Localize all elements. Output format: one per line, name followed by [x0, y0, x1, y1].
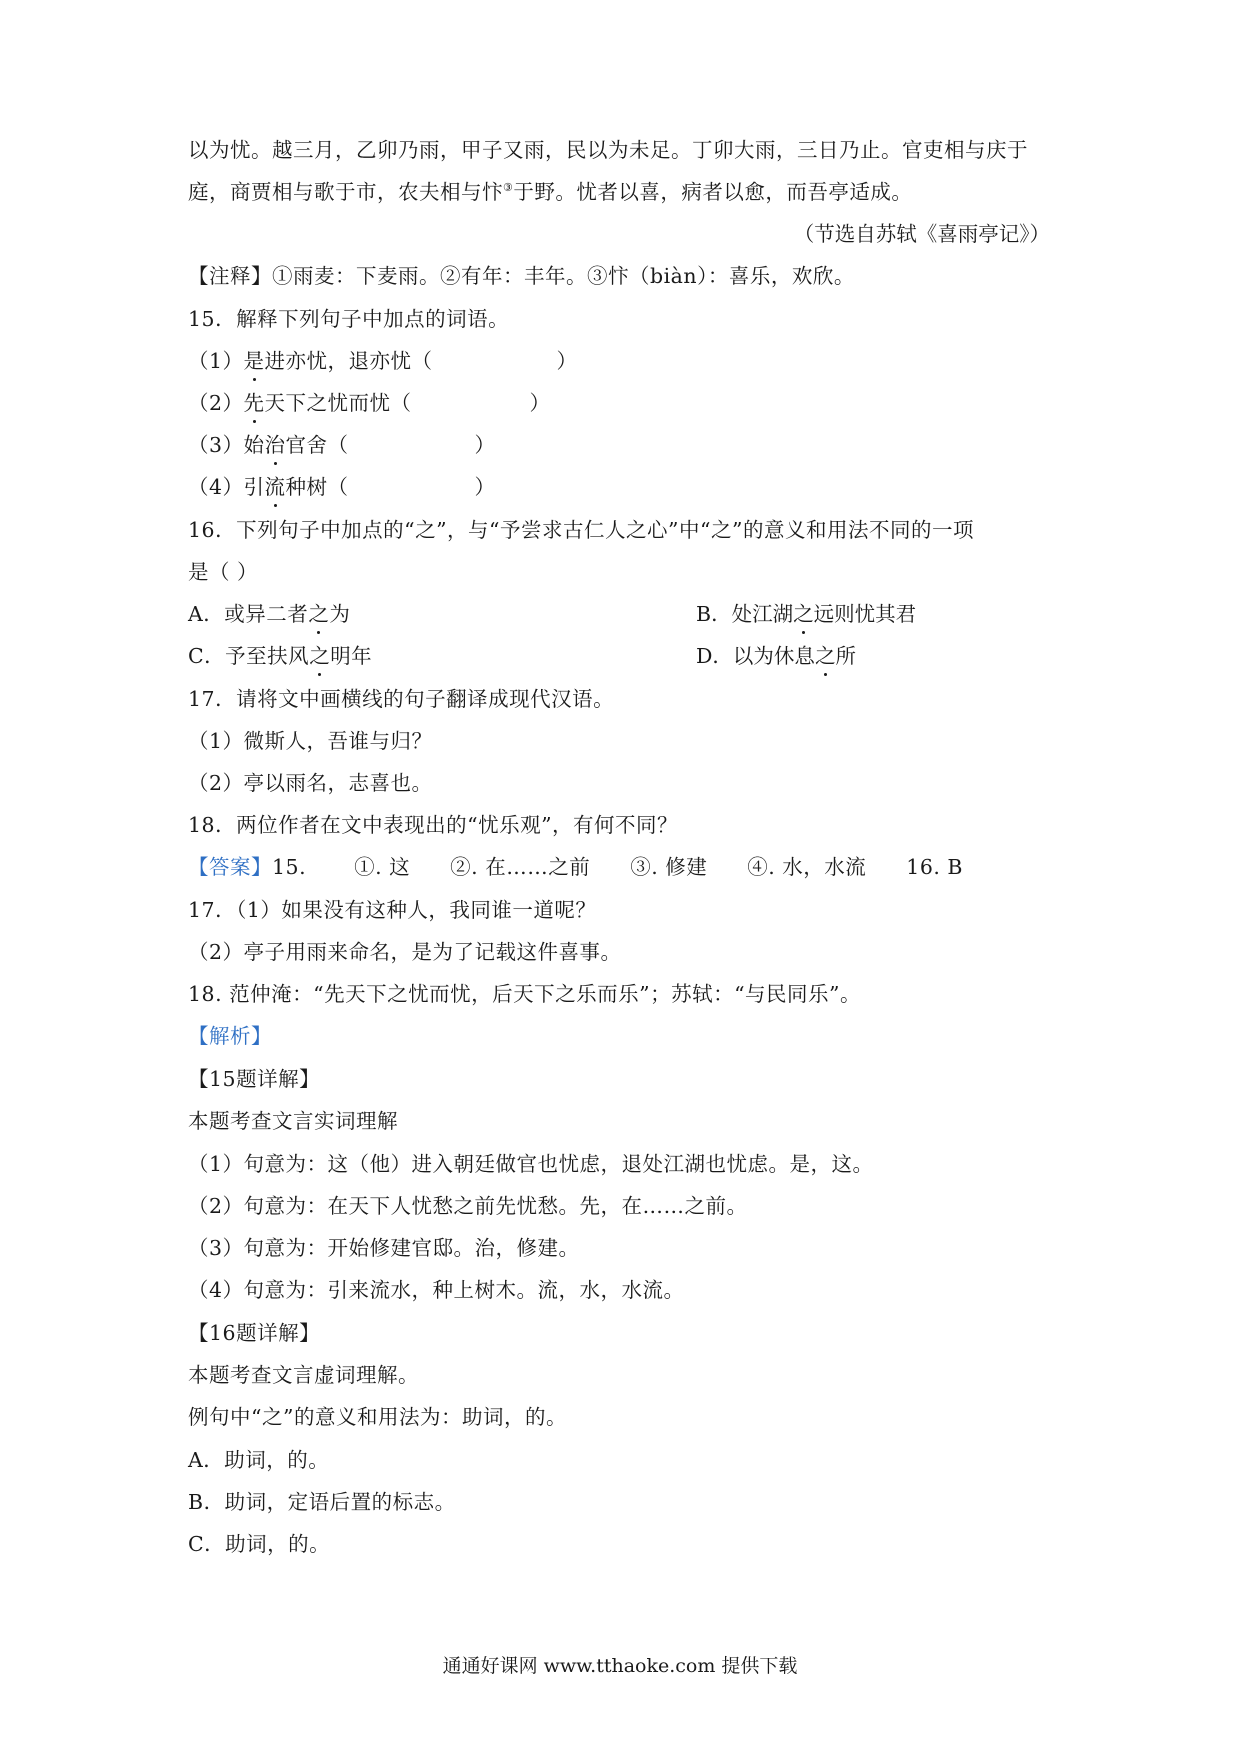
- q16-stem-1: 16．下列句子中加点的“之”，与“予尝求古仁人之心”中“之”的意义和用法不同的一项: [188, 518, 974, 542]
- answer-num: 15.: [272, 855, 307, 879]
- answer-tag: 【答案】: [188, 855, 272, 879]
- analysis-15-topic: 本题考查文言实词理解: [188, 1109, 398, 1133]
- analysis-15-heading: 【15题详解】: [188, 1067, 321, 1091]
- dotted-word: 治: [264, 433, 286, 457]
- analysis-15-2: （2）句意为：在天下人忧愁之前先忧愁。先，在……之前。: [188, 1194, 748, 1218]
- passage-notes: 【注释】①雨麦：下麦雨。②有年：丰年。③忭（biàn）：喜乐，欢欣。: [188, 264, 855, 288]
- passage-line-2: [188, 178, 912, 206]
- answer-17-2: （2）亭子用雨来命名，是为了记载这件喜事。: [188, 940, 622, 964]
- analysis-tag: 【解析】: [188, 1024, 272, 1048]
- passage-line-1: 以为忧。越三月，乙卯乃雨，甲子又雨，民以为未足。丁卯大雨，三日乃止。官吏相与庆于: [188, 138, 1028, 162]
- dotted-word: 是: [243, 349, 265, 373]
- passage-source: （节选自苏轼《喜雨亭记》）: [793, 222, 1050, 246]
- answer-15-3: ③. 修建: [630, 855, 708, 879]
- analysis-15-1: （1）句意为：这（他）进入朝廷做官也忧虑，退处江湖也忧虑。是，这。: [188, 1152, 874, 1176]
- q17-sentence-2: （2）亭以雨名，志喜也。: [188, 771, 433, 795]
- dotted-word: 先: [243, 391, 265, 415]
- passage-line-2a: 庭，商贾相与歌于市，农夫相与忭: [188, 180, 503, 204]
- answer-15-4: ④. 水，水流: [747, 855, 867, 879]
- q15-stem: 15．解释下列句子中加点的词语。: [188, 307, 510, 331]
- q15-item-4: （4）引流种树（ ）: [188, 475, 496, 499]
- answer-15-2: ②. 在……之前: [450, 855, 591, 879]
- q18-stem: 18．两位作者在文中表现出的“忧乐观”，有何不同？: [188, 813, 679, 837]
- passage-line-2b: 于野。忧者以喜，病者以愈，而吾亭适成。: [513, 180, 913, 204]
- q17-sentence-1: （1）微斯人，吾谁与归？: [188, 729, 433, 753]
- q15-item-3: （3）始治官舍（ ）: [188, 433, 496, 457]
- dotted-word: 流: [264, 475, 286, 499]
- analysis-16-b: B．助词，定语后置的标志。: [188, 1490, 456, 1514]
- dotted-word: 之: [309, 644, 331, 668]
- q16-option-d: D．以为休息之所: [696, 644, 856, 668]
- answer-15-1: ①. 这: [354, 855, 411, 879]
- q15-item-2: （2）先天下之忧而忧（ ）: [188, 391, 551, 415]
- analysis-16-example: 例句中“之”的意义和用法为：助词，的。: [188, 1405, 567, 1429]
- answer-16: 16. B: [906, 855, 963, 879]
- analysis-16-heading: 【16题详解】: [188, 1321, 321, 1345]
- dotted-word: 之: [793, 602, 814, 626]
- q16-option-b: B．处江湖之远则忧其君: [696, 602, 917, 626]
- analysis-15-4: （4）句意为：引来流水，种上树木。流，水，水流。: [188, 1278, 685, 1302]
- q16-stem-2: 是（ ）: [188, 560, 259, 584]
- q16-option-a: A．或异二者之为: [188, 602, 351, 626]
- q15-item-1: （1）是进亦忧，退亦忧（ ）: [188, 349, 578, 373]
- answer-17-1: 17．（1）如果没有这种人，我同谁一道呢？: [188, 898, 597, 922]
- analysis-16-topic: 本题考查文言虚词理解。: [188, 1363, 419, 1387]
- answer-18: 18. 范仲淹：“先天下之忧而忧，后天下之乐而乐”；苏轼：“与民同乐”。: [188, 982, 862, 1006]
- dotted-word: 之: [814, 644, 836, 668]
- footnote-mark: ③: [503, 181, 514, 195]
- analysis-16-a: A．助词，的。: [188, 1448, 330, 1472]
- q16-option-c: C．予至扶风之明年: [188, 644, 373, 668]
- analysis-15-3: （3）句意为：开始修建官邸。治，修建。: [188, 1236, 580, 1260]
- q17-stem: 17．请将文中画横线的句子翻译成现代汉语。: [188, 687, 615, 711]
- answer-line: [188, 853, 963, 881]
- analysis-16-c: C．助词，的。: [188, 1532, 331, 1556]
- dotted-word: 之: [308, 602, 330, 626]
- page-footer: 通通好课网 www.tthaoke.com 提供下载: [442, 1655, 798, 1677]
